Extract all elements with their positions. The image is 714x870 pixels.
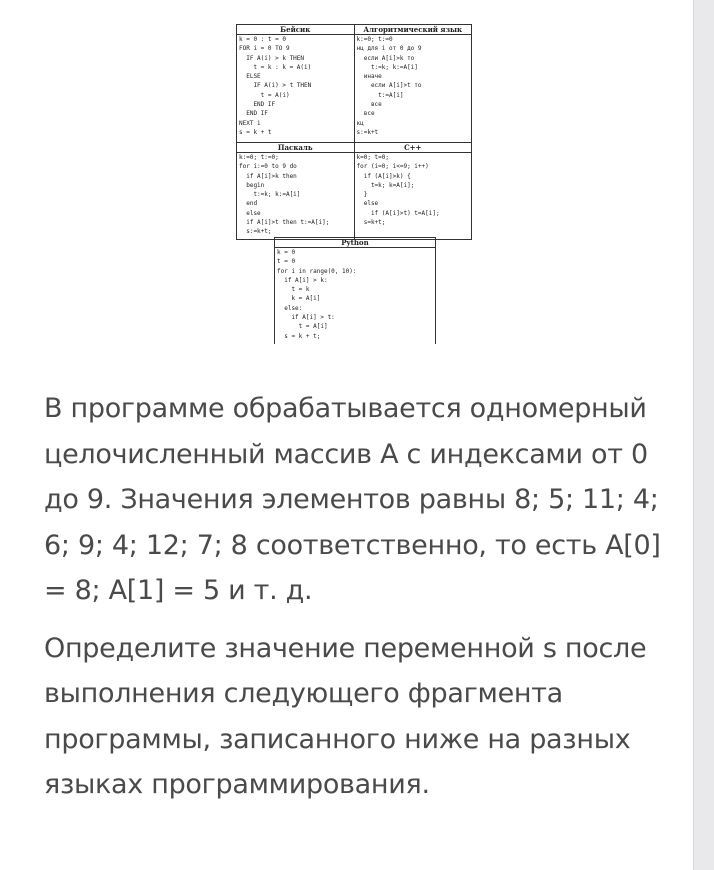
python-title: Python <box>275 238 436 248</box>
algo-title: Алгоритмический язык <box>354 25 472 35</box>
python-block <box>274 237 436 344</box>
code-table-top <box>236 24 472 240</box>
code-table-python <box>274 237 436 344</box>
basic-code: k = 0 : t = 0 FOR i = 0 TO 9 IF A(i) > k THEN t = k : k = A(i) ELSE IF A(i) > t THEN t = A(i) END IF END IF NEXT i s = k + t <box>239 36 312 136</box>
cpp-title: C++ <box>354 143 472 153</box>
cpp-code: k=0; t=0; for (i=0; i<=9; i++) if (A[i]>k) { t=k; k=A[i]; } else if (A[i]>t) t=A[i]; s=k+t; <box>356 154 440 227</box>
problem-text <box>44 386 664 820</box>
problem-paragraph-2: Определите значение переменной s после выполнения следующего фрагмента программы, записанного ниже на разных языках программирования. <box>44 632 647 800</box>
pascal-code: k:=0; t:=0; for i:=0 to 9 do if A[i]>k then begin t:=k; k:=A[i] end else if A[i]>t then t:=A[i]; s:=k+t; <box>239 154 330 236</box>
problem-paragraph-1: В программе обрабатывается одномерный целочисленный массив A с индексами от 0 до 9. Значения элементов равны 8; 5; 11; 4; 6; 9; 4; 12; 7; 8 соответственно, то есть A[0] = 8; A[1] = 5 и т. д. <box>44 393 661 606</box>
basic-title: Бейсик <box>237 25 355 35</box>
pascal-title: Паскаль <box>237 143 355 153</box>
code-listing-image <box>236 24 472 344</box>
python-code: k = 0 t = 0 for i in range(0, 10): if A[i] > k: t = k k = A[i] else: if A[i] > t: t = A[i] s = k + t; <box>277 249 357 340</box>
algo-code: k:=0; t:=0 нц для i от 0 до 9 если A[i]>k то t:=k; k:=A[i] иначе если A[i]>t то t:=A[i] все все кц s:=k+t <box>356 36 422 136</box>
